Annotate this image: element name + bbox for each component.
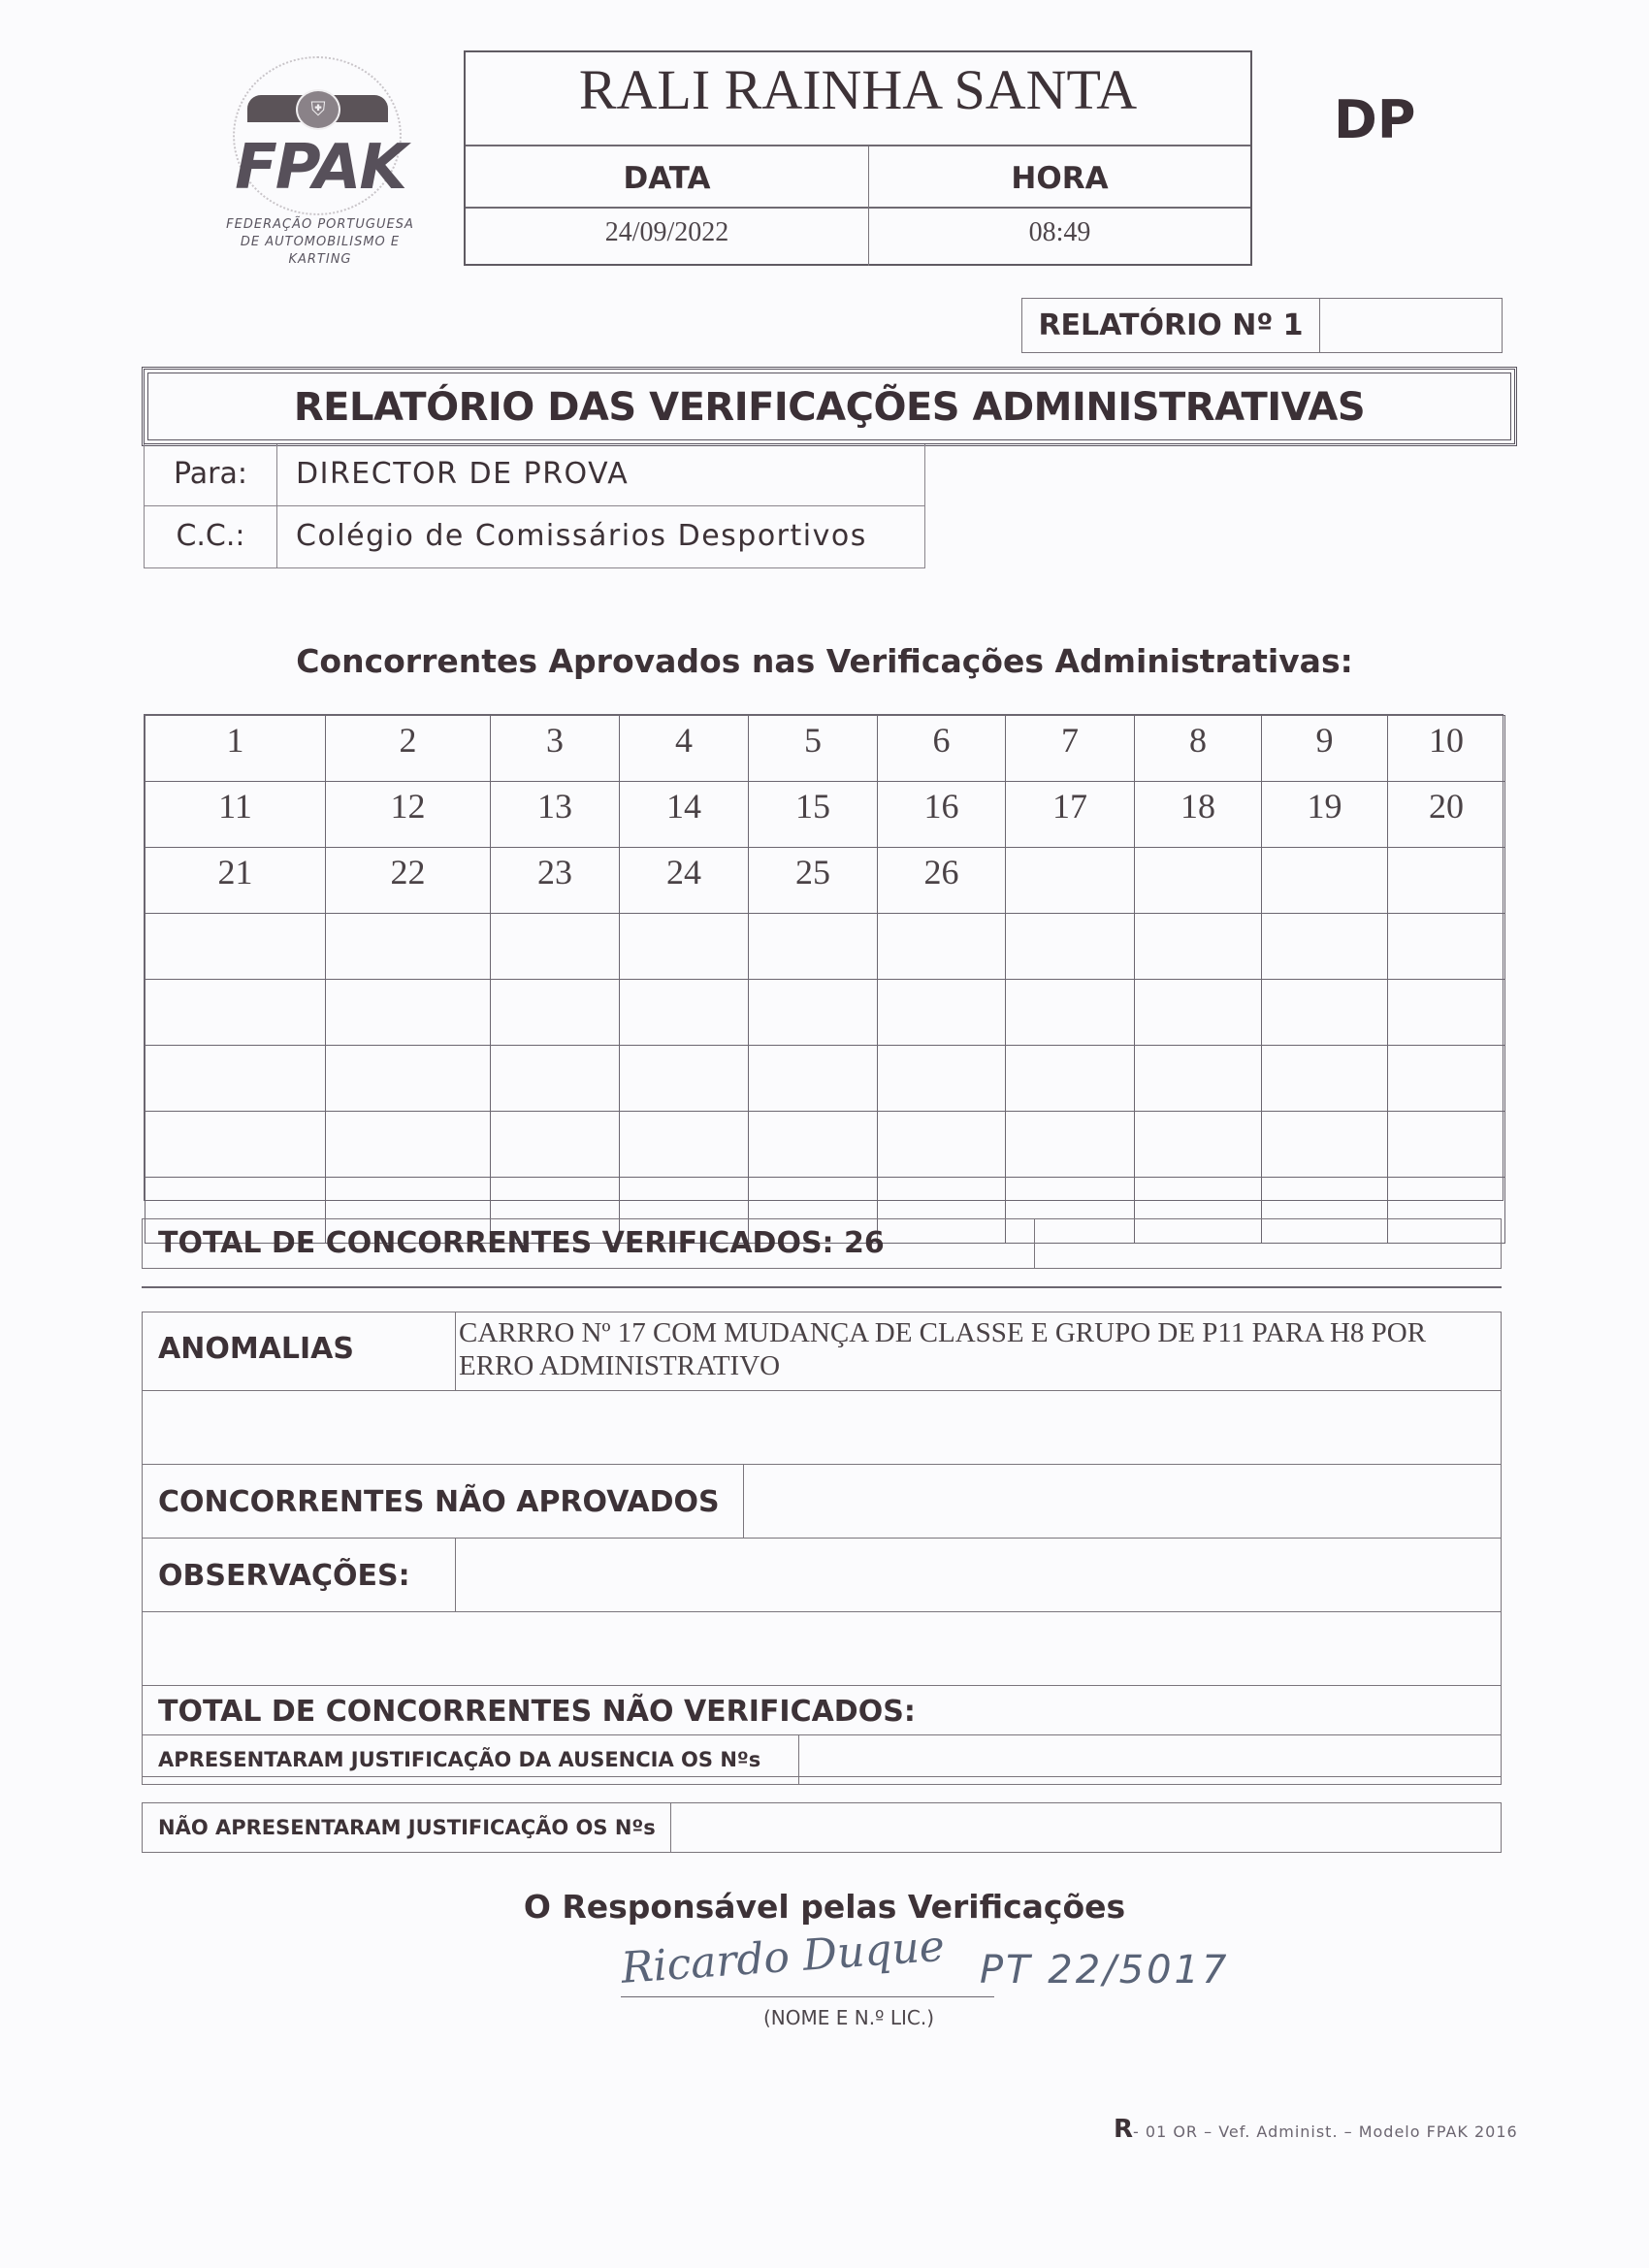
grid-cell[interactable]: 10 xyxy=(1388,716,1505,782)
to-label: Para: xyxy=(145,444,277,505)
grid-cell[interactable] xyxy=(491,1046,620,1112)
grid-cell[interactable] xyxy=(878,1112,1006,1178)
section-divider xyxy=(142,1286,1502,1288)
report-number-extra-field[interactable] xyxy=(1321,299,1502,352)
footer-text: - 01 OR – Vef. Administ. – Modelo FPAK 2016 xyxy=(1133,2122,1518,2141)
grid-cell[interactable] xyxy=(1388,980,1505,1046)
grid-cell[interactable] xyxy=(146,914,326,980)
report-number-label: RELATÓRIO Nº 1 xyxy=(1022,299,1320,352)
grid-cell[interactable]: 20 xyxy=(1388,782,1505,848)
grid-cell[interactable] xyxy=(1262,914,1388,980)
grid-cell[interactable] xyxy=(749,1112,878,1178)
portugal-crest-icon: ⛨ xyxy=(296,89,340,130)
grid-cell[interactable] xyxy=(1262,1046,1388,1112)
grid-cell[interactable]: 13 xyxy=(491,782,620,848)
grid-cell[interactable] xyxy=(326,1112,491,1178)
row-divider xyxy=(143,1611,1501,1612)
grid-row xyxy=(146,782,1505,848)
grid-cell[interactable] xyxy=(1006,914,1135,980)
observations-label: OBSERVAÇÕES: xyxy=(158,1559,410,1593)
signature-line xyxy=(621,1996,994,1997)
responsible-title: O Responsável pelas Verificações xyxy=(523,1888,1126,1926)
report-title: RELATÓRIO DAS VERIFICAÇÕES ADMINISTRATIVAS xyxy=(147,373,1511,440)
grid-cell[interactable]: 4 xyxy=(620,716,749,782)
grid-cell[interactable]: 22 xyxy=(326,848,491,914)
logo-subtitle-line1: FEDERAÇÃO PORTUGUESA xyxy=(226,217,414,232)
grid-cell[interactable] xyxy=(1006,848,1135,914)
grid-row xyxy=(146,980,1505,1046)
handwritten-license: PT 22/5017 xyxy=(980,1948,1230,1993)
report-number-box xyxy=(1021,298,1503,353)
grid-cell[interactable]: 19 xyxy=(1262,782,1388,848)
grid-row xyxy=(146,1046,1505,1112)
anomalies-text[interactable]: CARRRO Nº 17 COM MUDANÇA DE CLASSE E GRUPO DE P11 PARA H8 POR ERRO ADMINISTRATIVO xyxy=(459,1317,1427,1381)
grid-cell[interactable]: 23 xyxy=(491,848,620,914)
justified-field[interactable] xyxy=(785,1735,1501,1784)
grid-cell[interactable] xyxy=(1006,1112,1135,1178)
grid-cell[interactable]: 7 xyxy=(1006,716,1135,782)
observations-field[interactable] xyxy=(458,1539,1501,1609)
not-approved-field[interactable] xyxy=(746,1466,1501,1536)
grid-cell[interactable]: 2 xyxy=(326,716,491,782)
grid-cell[interactable] xyxy=(1006,980,1135,1046)
cc-value: Colégio de Comissários Desportivos xyxy=(296,519,867,553)
grid-cell[interactable]: 21 xyxy=(146,848,326,914)
date-label: DATA xyxy=(466,146,868,209)
grid-cell[interactable]: 6 xyxy=(878,716,1006,782)
fpak-logo xyxy=(209,56,432,267)
grid-cell[interactable]: 8 xyxy=(1135,716,1262,782)
grid-row xyxy=(146,1112,1505,1178)
date-value: 24/09/2022 xyxy=(604,217,729,247)
grid-cell[interactable]: 24 xyxy=(620,848,749,914)
row-divider xyxy=(143,1390,1501,1391)
grid-row xyxy=(146,914,1505,980)
grid-cell[interactable] xyxy=(1262,848,1388,914)
recipients-table xyxy=(144,444,925,568)
grid-cell[interactable] xyxy=(491,914,620,980)
grid-cell[interactable] xyxy=(1135,848,1262,914)
recipient-row-cc xyxy=(145,506,924,567)
grid-cell[interactable] xyxy=(620,1046,749,1112)
dp-tag: DP xyxy=(1334,89,1416,150)
grid-cell[interactable]: 17 xyxy=(1006,782,1135,848)
grid-cell[interactable] xyxy=(620,1112,749,1178)
grid-cell[interactable] xyxy=(1388,848,1505,914)
to-value: DIRECTOR DE PROVA xyxy=(296,457,630,491)
unjustified-row xyxy=(142,1802,1502,1853)
grid-cell[interactable] xyxy=(491,980,620,1046)
event-header-box xyxy=(464,50,1252,266)
grid-cell[interactable] xyxy=(146,1112,326,1178)
grid-cell[interactable]: 9 xyxy=(1262,716,1388,782)
grid-cell[interactable] xyxy=(1135,1112,1262,1178)
grid-cell[interactable]: 1 xyxy=(146,716,326,782)
grid-cell[interactable] xyxy=(620,980,749,1046)
grid-cell[interactable] xyxy=(1135,1046,1262,1112)
grid-cell[interactable]: 18 xyxy=(1135,782,1262,848)
grid-cell[interactable] xyxy=(620,914,749,980)
row-divider xyxy=(143,1464,1501,1465)
grid-cell[interactable]: 15 xyxy=(749,782,878,848)
grid-cell[interactable]: 25 xyxy=(749,848,878,914)
anomalies-extra-field[interactable] xyxy=(143,1392,1501,1464)
not-approved-divider xyxy=(743,1464,744,1538)
form-footer xyxy=(1114,2115,1518,2144)
logo-wordmark: FPAK xyxy=(235,132,405,204)
logo-subtitle xyxy=(209,216,432,269)
grid-cell[interactable] xyxy=(878,980,1006,1046)
cc-label: C.C.: xyxy=(145,506,277,567)
grid-cell[interactable] xyxy=(878,1046,1006,1112)
grid-cell[interactable] xyxy=(749,914,878,980)
not-approved-label: CONCORRENTES NÃO APROVADOS xyxy=(158,1485,720,1519)
event-title: RALI RAINHA SANTA xyxy=(466,52,1250,146)
grid-cell[interactable] xyxy=(1006,1046,1135,1112)
report-title-box xyxy=(142,367,1517,446)
grid-cell[interactable] xyxy=(146,980,326,1046)
grid-cell[interactable] xyxy=(326,980,491,1046)
justified-label: APRESENTARAM JUSTIFICAÇÃO DA AUSENCIA OS Nºs xyxy=(143,1735,799,1784)
grid-row xyxy=(146,848,1505,914)
total-verified-row xyxy=(142,1218,1502,1269)
recipient-row-to xyxy=(145,444,924,506)
grid-cell[interactable]: 5 xyxy=(749,716,878,782)
grid-cell[interactable] xyxy=(326,914,491,980)
grid-cell[interactable] xyxy=(491,1112,620,1178)
grid-cell[interactable]: 14 xyxy=(620,782,749,848)
anomalies-block xyxy=(142,1312,1502,1777)
grid-cell[interactable]: 11 xyxy=(146,782,326,848)
grid-cell[interactable] xyxy=(749,1046,878,1112)
unjustified-field[interactable] xyxy=(657,1803,1501,1852)
grid-cell[interactable] xyxy=(1135,914,1262,980)
time-value: 08:49 xyxy=(1028,217,1091,247)
handwritten-signature: Ricardo Duque xyxy=(619,1921,947,1993)
observations-extra-field[interactable] xyxy=(143,1613,1501,1685)
anomalies-label: ANOMALIAS xyxy=(158,1332,355,1366)
grid-cell[interactable] xyxy=(1388,1112,1505,1178)
footer-prefix: R xyxy=(1114,2115,1134,2144)
grid-cell[interactable] xyxy=(878,914,1006,980)
grid-row xyxy=(146,716,1505,782)
justified-row xyxy=(142,1734,1502,1785)
grid-cell[interactable] xyxy=(1388,1046,1505,1112)
time-label: HORA xyxy=(869,146,1250,209)
approved-grid-table xyxy=(145,715,1505,1244)
grid-cell[interactable] xyxy=(1262,980,1388,1046)
signature-caption: (NOME E N.º LIC.) xyxy=(762,2006,934,2029)
grid-cell[interactable]: 12 xyxy=(326,782,491,848)
unjustified-label: NÃO APRESENTARAM JUSTIFICAÇÃO OS Nºs xyxy=(143,1803,671,1852)
not-verified-label: TOTAL DE CONCORRENTES NÃO VERIFICADOS: xyxy=(158,1695,916,1729)
approved-section-title: Concorrentes Aprovados nas Verificações Administrativas: xyxy=(296,642,1353,680)
grid-cell[interactable] xyxy=(146,1046,326,1112)
grid-cell[interactable] xyxy=(1388,914,1505,980)
grid-cell[interactable]: 3 xyxy=(491,716,620,782)
grid-cell[interactable] xyxy=(1135,980,1262,1046)
logo-subtitle-line2: DE AUTOMOBILISMO E KARTING xyxy=(240,235,401,267)
approved-competitors-grid xyxy=(144,714,1504,1201)
observations-divider xyxy=(455,1538,456,1611)
total-verified-label: TOTAL DE CONCORRENTES VERIFICADOS: 26 xyxy=(143,1219,1035,1268)
total-verified-extra-field[interactable] xyxy=(1020,1219,1501,1268)
grid-cell[interactable] xyxy=(1262,1112,1388,1178)
row-divider xyxy=(143,1538,1501,1539)
grid-cell[interactable] xyxy=(749,980,878,1046)
grid-cell[interactable]: 16 xyxy=(878,782,1006,848)
anomalies-divider xyxy=(455,1312,456,1390)
grid-cell[interactable] xyxy=(326,1046,491,1112)
row-divider xyxy=(143,1685,1501,1686)
grid-cell[interactable]: 26 xyxy=(878,848,1006,914)
